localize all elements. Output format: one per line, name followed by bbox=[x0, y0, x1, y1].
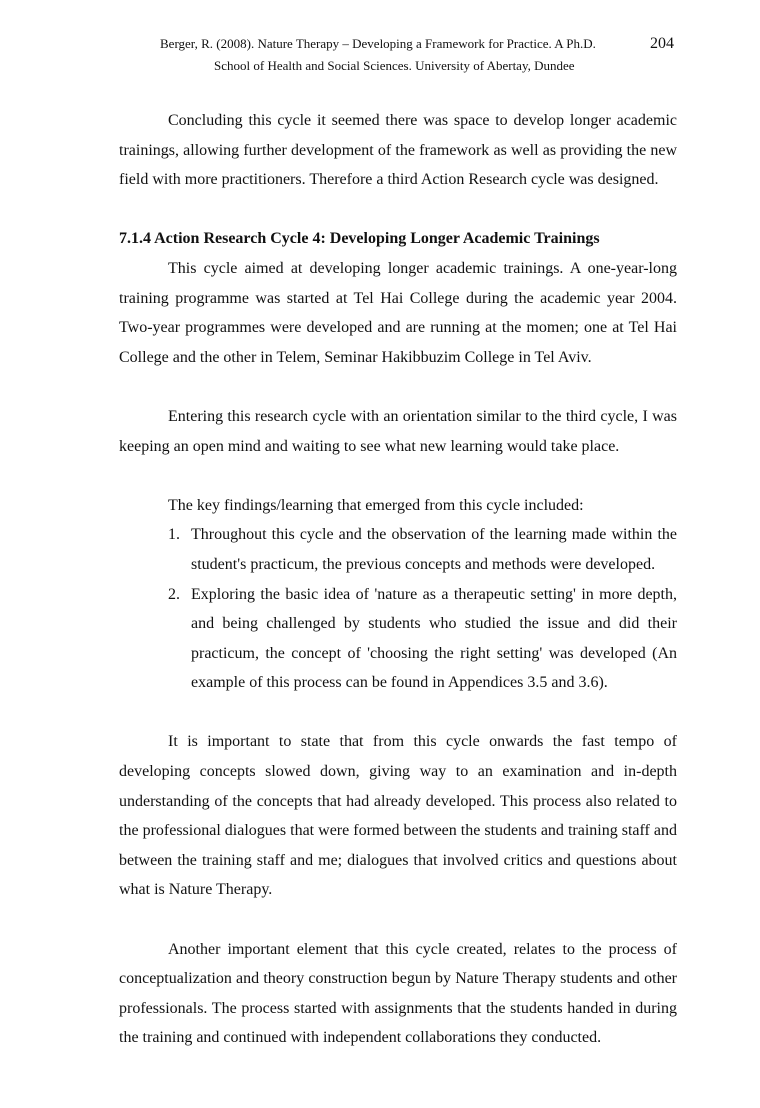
paragraph-spacer bbox=[119, 698, 677, 728]
list-item-number: 2. bbox=[168, 585, 180, 603]
header-institution: School of Health and Social Sciences. University of Abertay, Dundee bbox=[214, 58, 575, 73]
paragraph-conceptualization: Another important element that this cycle created, relates to the process of conceptualization and theory construction begun by Nature Therapy students and other professionals. The process started with assignments that the students handed in during the training and continued with independent collaborations they conducted. bbox=[119, 940, 677, 1047]
page-number: 204 bbox=[650, 35, 674, 52]
paragraph-entering-cycle: Entering this research cycle with an orientation similar to the third cycle, I was keeping an open mind and waiting to see what new learning would take place. bbox=[119, 407, 677, 455]
list-item-text: Throughout this cycle and the observation of the learning made within the student's practicum, the previous concepts and methods were developed. bbox=[191, 526, 677, 573]
paragraph-spacer bbox=[119, 461, 677, 491]
paragraph-tempo: It is important to state that from this cycle onwards the fast tempo of developing concepts slowed down, giving way to an examination and in-depth understanding of the concepts that had already developed. This process also related to the professional dialogues that were formed between the students and training staff and between the training staff and me; dialogues that involved critics and questions about what is Nature Therapy. bbox=[119, 733, 677, 899]
findings-list bbox=[119, 520, 677, 698]
list-item bbox=[119, 520, 677, 579]
paragraph-cycle-aim: This cycle aimed at developing longer academic trainings. A one-year-long training programme was started at Tel Hai College during the academic year 2004. Two-year programmes were developed and are running at the momen; one at Tel Hai College and the other in Telem, Seminar Hakibbuzim College in Tel Aviv. bbox=[119, 259, 677, 366]
paragraph-spacer bbox=[119, 372, 677, 402]
list-item bbox=[119, 580, 677, 698]
list-item-text: Exploring the basic idea of 'nature as a therapeutic setting' in more depth, and being challenged by students who studied the issue and did their practicum, the concept of 'choosing the right setting' was developed (An example of this process can be found in Appendices 3.5 and 3.6). bbox=[191, 585, 677, 692]
paragraph-spacer bbox=[119, 905, 677, 935]
paragraph-spacer bbox=[119, 195, 677, 225]
findings-intro: The key findings/learning that emerged from this cycle included: bbox=[168, 496, 584, 514]
paragraph-concluding-cycle: Concluding this cycle it seemed there was space to develop longer academic trainings, allowing further development of the framework as well as providing the new field with more practitioners. Therefore a third Action Research cycle was designed. bbox=[119, 112, 677, 189]
body-text bbox=[119, 106, 677, 1053]
list-item-number: 1. bbox=[168, 526, 180, 544]
header-citation: Berger, R. (2008). Nature Therapy – Developing a Framework for Practice. A Ph.D. bbox=[160, 36, 596, 51]
section-heading: 7.1.4 Action Research Cycle 4: Developing Longer Academic Trainings bbox=[119, 230, 600, 248]
